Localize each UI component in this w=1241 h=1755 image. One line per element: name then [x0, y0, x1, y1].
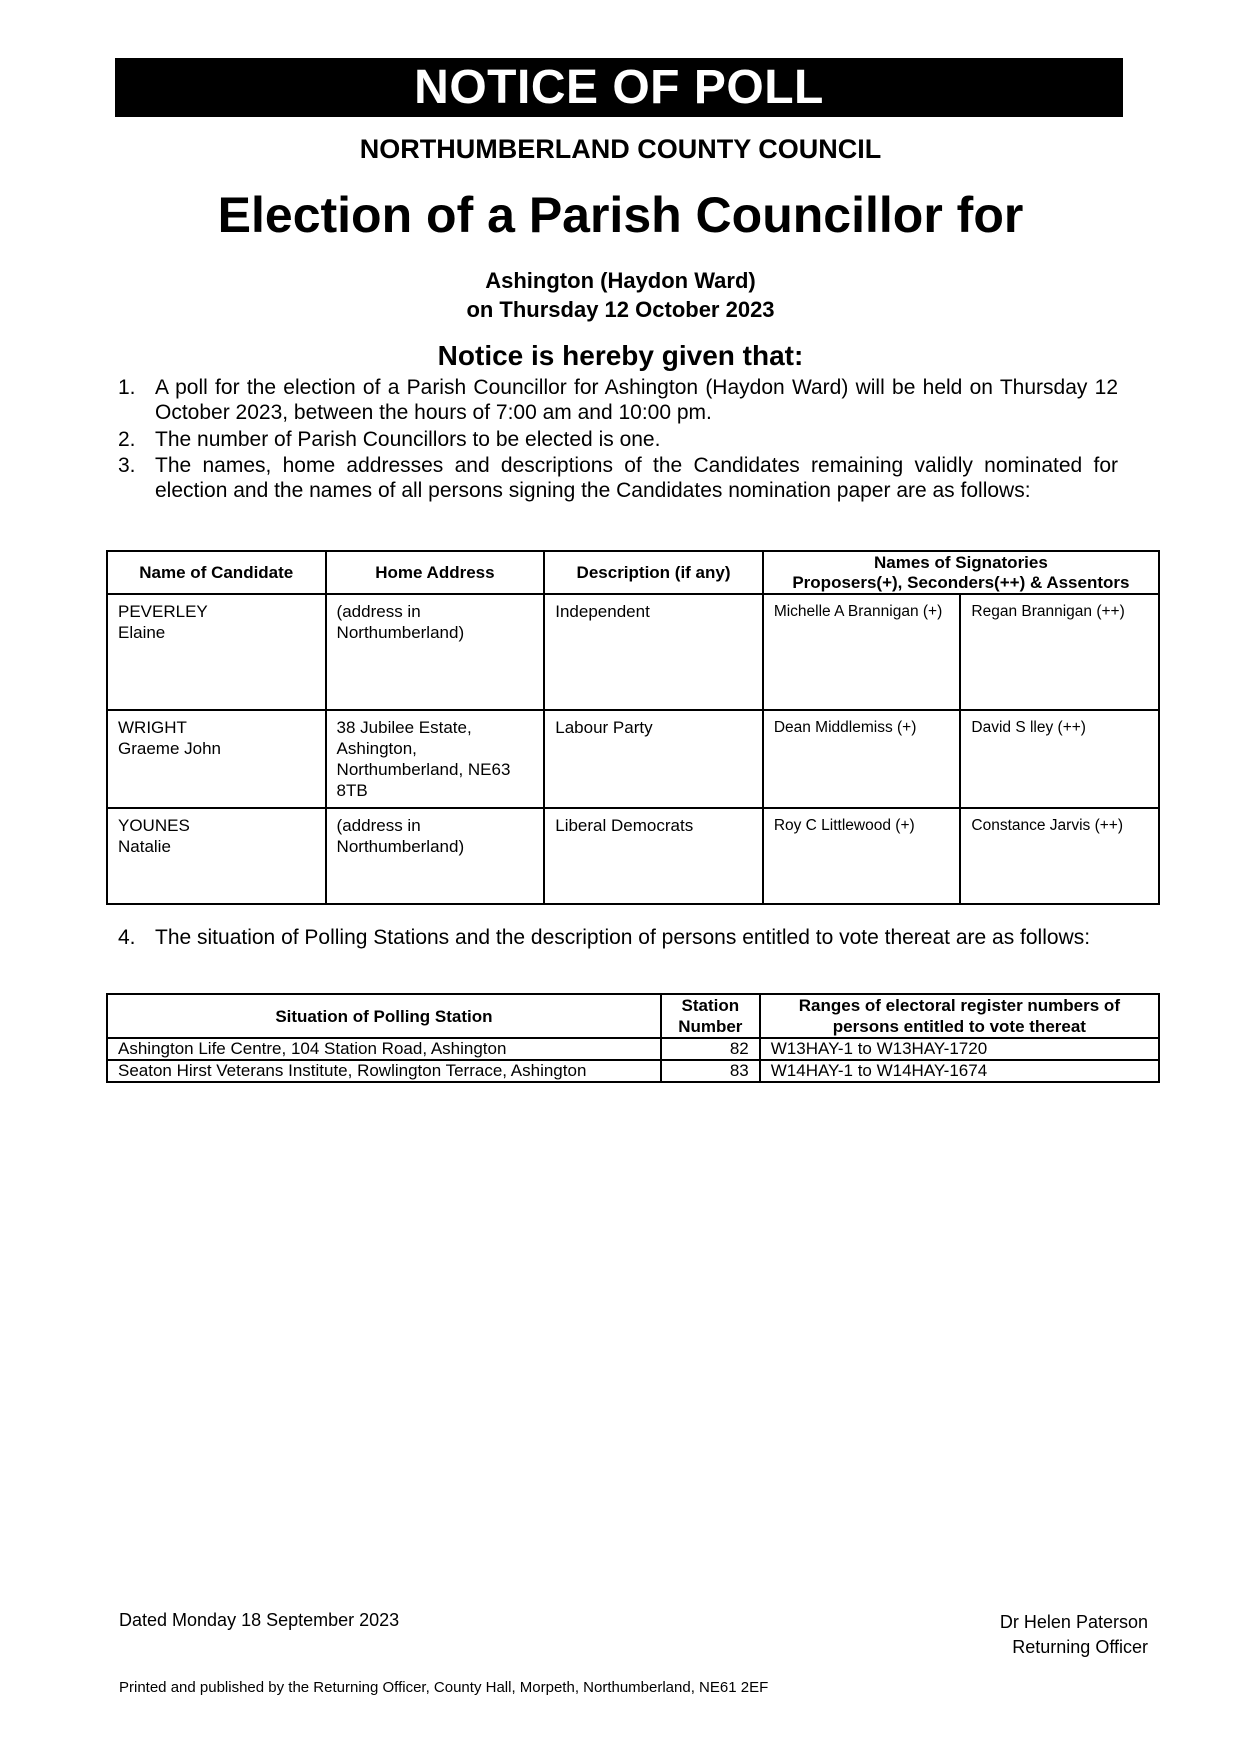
header-station-line2: Number	[678, 1017, 743, 1036]
notice-of-poll-banner: NOTICE OF POLL	[115, 58, 1123, 117]
officer-title: Returning Officer	[1012, 1637, 1148, 1657]
polling-situation: Ashington Life Centre, 104 Station Road, Ashington	[107, 1038, 661, 1060]
paragraph-number: 2.	[118, 428, 136, 451]
table-row	[107, 1038, 1159, 1060]
officer-name: Dr Helen Paterson	[999, 1612, 1148, 1632]
candidate-address: 38 Jubilee Estate, Ashington, Northumberland, NE63 8TB	[326, 710, 545, 808]
header-signatories	[763, 551, 1159, 594]
returning-officer-signature	[1000, 1610, 1148, 1660]
candidate-name	[107, 808, 326, 904]
candidates-header-row	[107, 551, 1159, 594]
candidate-seconder: Constance Jarvis (++)	[960, 808, 1159, 904]
candidate-proposer: Roy C Littlewood (+)	[763, 808, 961, 904]
header-ranges	[760, 994, 1159, 1038]
table-row	[107, 1060, 1159, 1082]
ward-name: Ashington (Haydon Ward)	[485, 268, 756, 293]
candidates-table	[106, 550, 1160, 905]
candidate-description: Independent	[544, 594, 763, 710]
polling-station-number: 83	[661, 1060, 760, 1082]
header-station-number	[661, 994, 760, 1038]
dated-line: Dated Monday 18 September 2023	[119, 1610, 400, 1630]
header-ranges-line1: Ranges of electoral register numbers of	[798, 996, 1120, 1015]
header-address: Home Address	[326, 551, 545, 594]
candidate-address: (address in Northumberland)	[326, 808, 545, 904]
header-description: Description (if any)	[544, 551, 763, 594]
paragraph-text: A poll for the election of a Parish Councillor for Ashington (Haydon Ward) will be held on Thursday 12 October 2023, between the hours of 7:00 am and 10:00 pm.	[155, 376, 1118, 424]
paragraph-number: 1.	[118, 376, 136, 399]
council-name: NORTHUMBERLAND COUNTY COUNCIL	[359, 134, 882, 164]
notice-heading: Notice is hereby given that:	[437, 340, 804, 371]
candidate-address: (address in Northumberland)	[326, 594, 545, 710]
candidate-description: Liberal Democrats	[544, 808, 763, 904]
paragraph-3	[118, 453, 1118, 503]
election-title: Election of a Parish Councillor for	[217, 187, 1024, 243]
polling-range: W13HAY-1 to W13HAY-1720	[760, 1038, 1159, 1060]
poll-date: on Thursday 12 October 2023	[466, 297, 775, 322]
candidate-surname: YOUNES	[118, 816, 190, 835]
polling-stations-table	[106, 993, 1160, 1083]
candidate-forenames: Graeme John	[118, 739, 221, 758]
candidate-surname: PEVERLEY	[118, 602, 208, 621]
header-signatories-line1: Names of Signatories	[873, 552, 1048, 572]
paragraph-number: 3.	[118, 454, 136, 477]
candidate-forenames: Elaine	[118, 623, 166, 642]
paragraph-text: The situation of Polling Stations and the description of persons entitled to vote thereat are as follows:	[155, 926, 1091, 949]
candidate-name	[107, 710, 326, 808]
candidate-seconder: Regan Brannigan (++)	[960, 594, 1159, 710]
paragraph-text: The names, home addresses and descriptions of the Candidates remaining validly nominated for election and the names of all persons signing the Candidates nomination paper are as follows:	[155, 454, 1118, 502]
paragraph-number: 4.	[118, 926, 136, 949]
candidate-surname: WRIGHT	[118, 718, 187, 737]
polling-header-row	[107, 994, 1159, 1038]
paragraph-text: The number of Parish Councillors to be elected is one.	[155, 428, 661, 451]
polling-station-number: 82	[661, 1038, 760, 1060]
table-row	[107, 594, 1159, 710]
candidate-forenames: Natalie	[118, 837, 171, 856]
candidate-proposer: Dean Middlemiss (+)	[763, 710, 961, 808]
candidate-seconder: David S lley (++)	[960, 710, 1159, 808]
table-row	[107, 808, 1159, 904]
polling-situation: Seaton Hirst Veterans Institute, Rowlington Terrace, Ashington	[107, 1060, 661, 1082]
header-signatories-line2: Proposers(+), Seconders(++) & Assentors	[792, 572, 1130, 592]
header-ranges-line2: persons entitled to vote thereat	[832, 1017, 1086, 1036]
paragraph-1	[118, 375, 1118, 425]
header-name: Name of Candidate	[107, 551, 326, 594]
table-row	[107, 710, 1159, 808]
candidate-description: Labour Party	[544, 710, 763, 808]
candidate-name	[107, 594, 326, 710]
candidate-proposer: Michelle A Brannigan (+)	[763, 594, 961, 710]
paragraph-4	[118, 925, 1118, 950]
header-situation: Situation of Polling Station	[107, 994, 661, 1038]
ward-and-date	[0, 266, 1241, 324]
imprint-line: Printed and published by the Returning Officer, County Hall, Morpeth, Northumberland, NE61 2EF	[119, 1679, 769, 1696]
polling-range: W14HAY-1 to W14HAY-1674	[760, 1060, 1159, 1082]
header-station-line1: Station	[681, 996, 740, 1015]
paragraph-2	[118, 427, 1118, 452]
